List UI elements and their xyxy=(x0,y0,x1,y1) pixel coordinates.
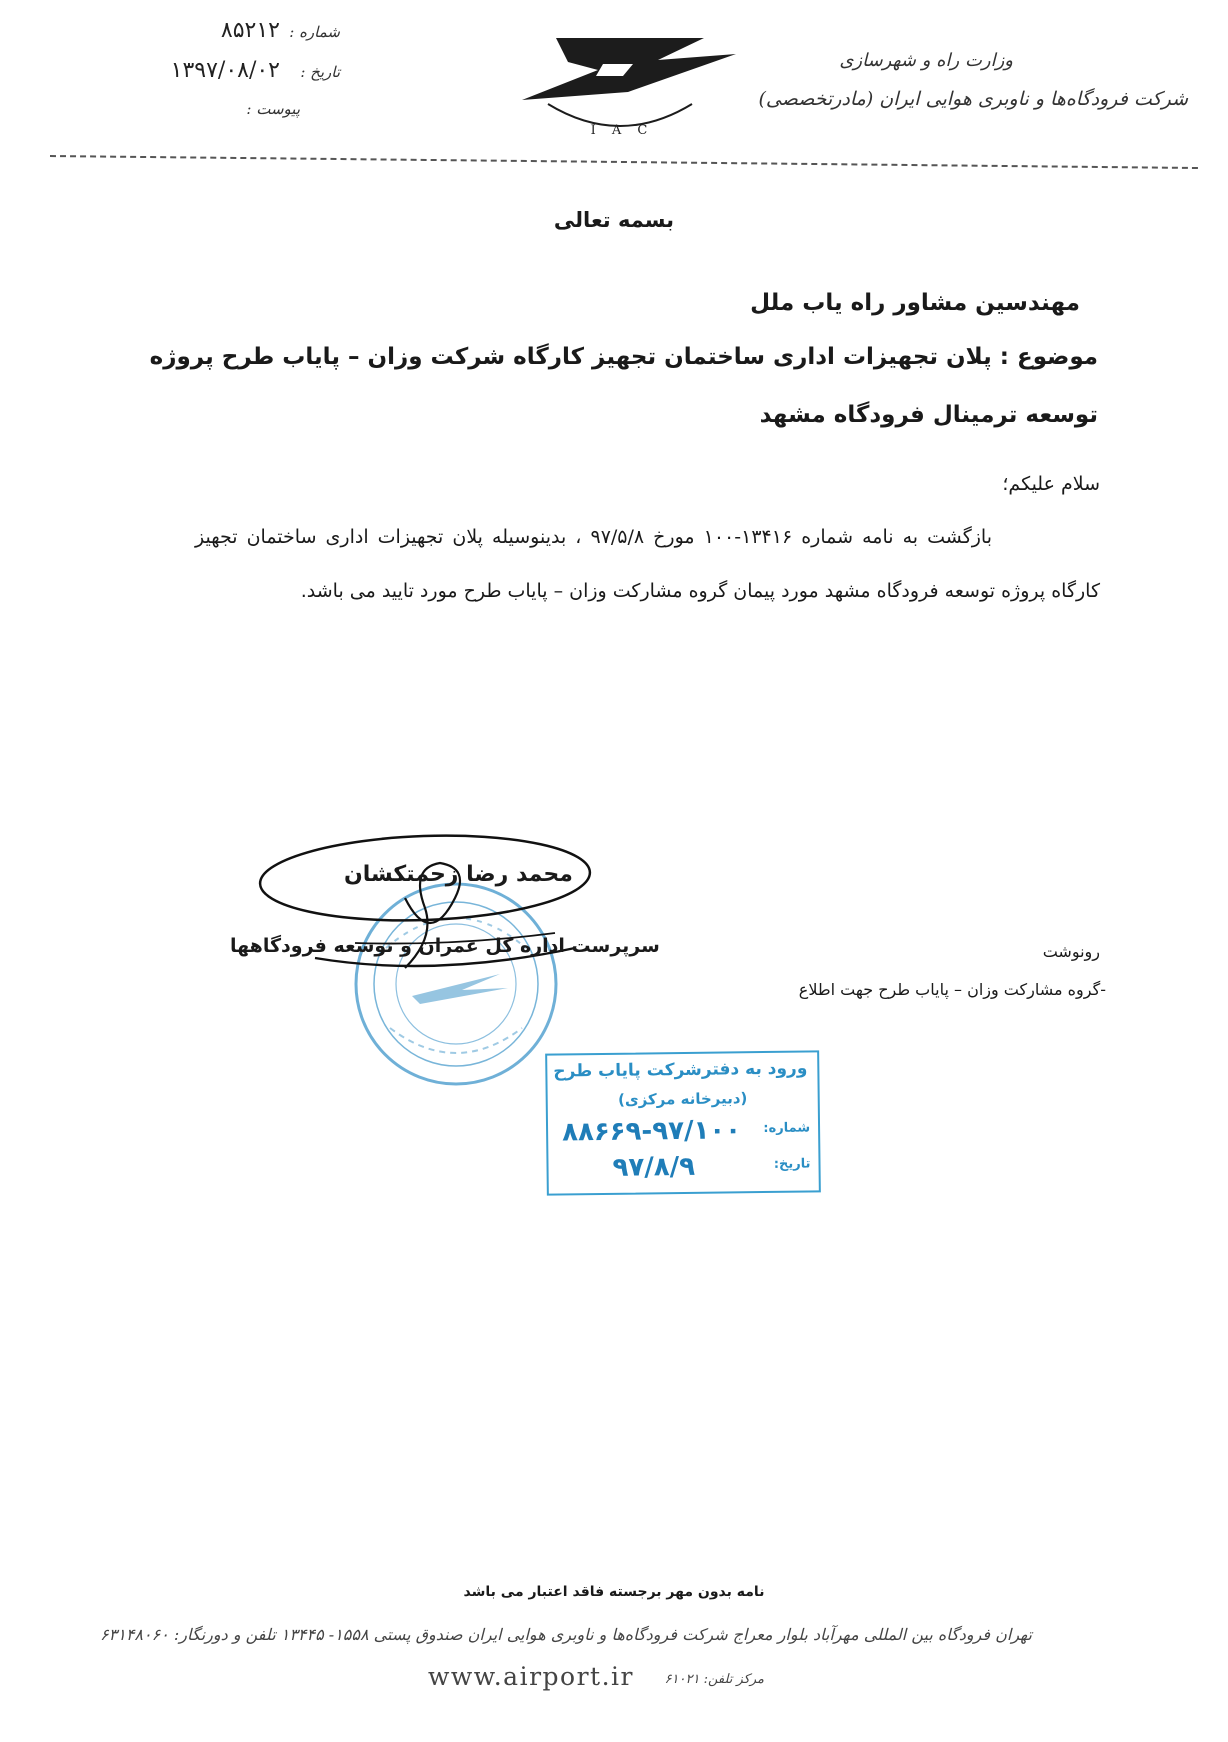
handwritten-signature xyxy=(255,828,685,998)
company-name: شرکت فرودگاه‌ها و ناوبری هوایی ایران (مادرتخصصی) xyxy=(758,88,1188,110)
entry-stamp xyxy=(545,1050,821,1195)
footer-address: تهران فرودگاه بین المللی مهرآباد بلوار معراج شرکت فرودگاه‌ها و ناوبری هوایی ایران صندوق پستی ۱۵۵۸- ۱۳۴۴۵ تلفن و دورنگار: ۶۳۱۴۸۰۶۰ xyxy=(100,1625,1032,1644)
logo-text: I A C xyxy=(590,123,654,138)
attachment-row xyxy=(240,100,300,118)
cc-label: رونوشت xyxy=(1042,942,1100,961)
signer-title: سرپرست اداره کل عمران و توسعه فرودگاهها xyxy=(230,935,660,957)
attachment-label: پیوست : xyxy=(246,100,300,118)
letter-subject: موضوع : پلان تجهیزات اداری ساختمان تجهیز کارگاه شرکت وزان – پایاب طرح پروژه توسعه ترمینال فرودگاه مشهد xyxy=(149,344,1098,428)
bismillah-heading: بسمه تعالی xyxy=(553,208,675,232)
stamp-number-label: شماره: xyxy=(763,1120,811,1137)
header-divider xyxy=(50,155,1198,169)
letter-number-label: شماره : xyxy=(289,23,340,41)
footer-phone-center: مرکز تلفن: ۶۱۰۲۱ xyxy=(664,1672,764,1687)
letter-date-row xyxy=(90,58,340,83)
stamp-number: ۸۸۶۶۹-۹۷/۱۰۰ xyxy=(561,1115,742,1148)
letter-number: ۸۵۲۱۲ xyxy=(220,18,280,43)
footer-website: www.airport.ir xyxy=(428,1662,634,1691)
letter-date-label: تاریخ : xyxy=(300,63,340,81)
letter-body: بازگشت به نامه شماره ۱۳۴۱۶-۱۰۰ مورخ ۹۷/۵/۸ ، بدینوسیله پلان تجهیزات اداری ساختمان تجهیز کارگاه پروژه توسعه فرودگاه مشهد مورد پیمان گروه مشارکت وزان – پایاب طرح مورد تایید می باشد. xyxy=(195,526,1100,602)
logo-wing-shape xyxy=(522,38,736,100)
stamp-date-label: تاریخ: xyxy=(773,1156,811,1172)
signer-name: محمد رضا زحمتکشان xyxy=(344,862,573,887)
iac-logo xyxy=(508,30,736,140)
letter-date: ۱۳۹۷/۰۸/۰۲ xyxy=(170,58,280,83)
greeting: سلام علیکم؛ xyxy=(1002,473,1100,495)
stamp-subtitle: (دبیرخانه مرکزی) xyxy=(617,1089,748,1109)
cc-item: -گروه مشارکت وزان – پایاب طرح جهت اطلاع xyxy=(798,980,1106,999)
footer-validity-note: نامه بدون مهر برجسته فاقد اعتبار می باشد xyxy=(463,1584,765,1600)
addressee: مهندسین مشاور راه یاب ملل xyxy=(750,290,1080,316)
stamp-title: ورود به دفترشرکت پایاب طرح xyxy=(553,1058,808,1082)
stamp-date: ۹۷/۸/۹ xyxy=(612,1151,696,1183)
ministry-name: وزارت راه و شهرسازی xyxy=(839,50,1013,71)
letter-number-row xyxy=(130,18,340,43)
